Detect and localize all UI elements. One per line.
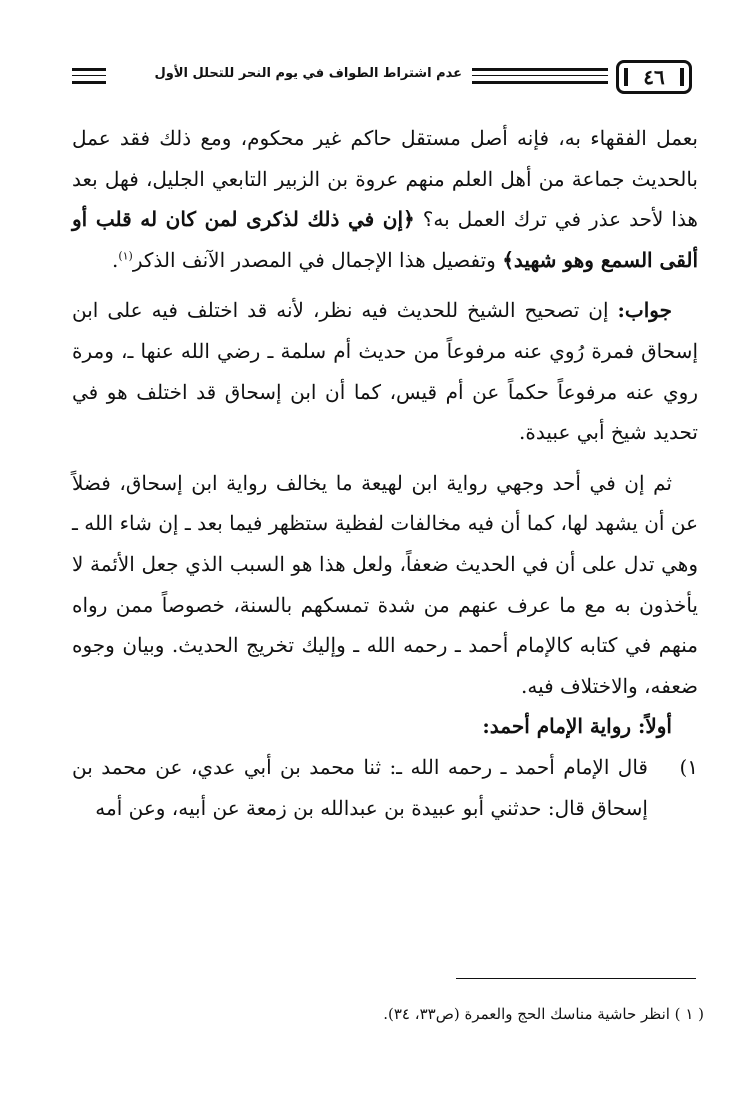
header-rule-right-bottom (472, 81, 608, 84)
item-number: ١) (679, 754, 698, 779)
answer-label: جواب: (617, 298, 672, 323)
page-number: ٤٦ (643, 65, 665, 89)
header-rule-right-top (472, 68, 608, 71)
header-rule-left-mid (72, 75, 106, 76)
page-header (72, 58, 692, 98)
paragraph-3: ثم إن في أحد وجهي رواية ابن لهيعة ما يخالف رواية ابن إسحاق، فضلاً عن أن يشهد لها، كما أن فيه مخالفات لفظية ستظهر فيما بعد ـ إن شاء الله ـ وهي تدل على أن في الحديث ضعفاً، ولعل هذا هو السبب الذي جعل الأئمة لا يأخذون به مع ما عرف عنهم من شدة تمسكهم بالسنة، خصوصاً ممن رواه منهم في كتابه كالإمام أحمد ـ رحمه الله ـ وإليك تخريج الحديث. وبيان وجوه ضعفه، والاختلاف فيه. (72, 470, 698, 698)
footnote-divider (456, 978, 696, 979)
numbered-item (72, 747, 698, 828)
page-number-box (616, 60, 692, 94)
quran-verse: ﴿إن في ذلك لذكرى لمن كان له قلب أو ألقى السمع وهو شهيد﴾ (72, 207, 698, 272)
header-rule-right-mid (472, 75, 608, 76)
footnote: ( ١ ) انظر حاشية مناسك الحج والعمرة (ص٣٣، ٣٤). (383, 1005, 704, 1023)
main-text (72, 118, 698, 828)
footnote-marker: (١) (118, 249, 133, 263)
header-rule-left-top (72, 68, 106, 71)
item-text: قال الإمام أحمد ـ رحمه الله ـ: ثنا محمد بن أبي عدي، عن محمد بن إسحاق قال: حدثني أبو عبيدة بن عبدالله بن زمعة عن أبيه، وعن أمه (72, 754, 648, 820)
running-title: عدم اشتراط الطواف في يوم النحر للتحلل الأول (154, 66, 462, 81)
paragraph-2: جواب: إن تصحيح الشيخ للحديث فيه نظر، لأنه قد اختلف فيه على ابن إسحاق فمرة رُوي عنه مرفوعاً من حديث أم سلمة ـ رضي الله عنها ـ، ومرة روي عنه مرفوعاً حكماً عن أم قيس، كما أن ابن إسحاق قد اختلف هو في تحديد شيخ أبي عبيدة. (72, 298, 698, 445)
paragraph-1: بعمل الفقهاء به، فإنه أصل مستقل حاكم غير محكوم، ومع ذلك فقد عمل بالحديث جماعة من أهل العلم منهم عروة بن الزبير التابعي الجليل، فهل بعد هذا لأحد عذر في ترك العمل به؟ ﴿إن في ذلك لذكرى لمن كان له قلب أو ألقى السمع وهو شهيد﴾ وتفصيل هذا الإجمال في المصدر الآنف الذكر$^{(١)}$. (72, 126, 698, 272)
header-rule-left-bottom (72, 81, 106, 84)
section-heading: أولاً: رواية الإمام أحمد: (482, 714, 672, 739)
